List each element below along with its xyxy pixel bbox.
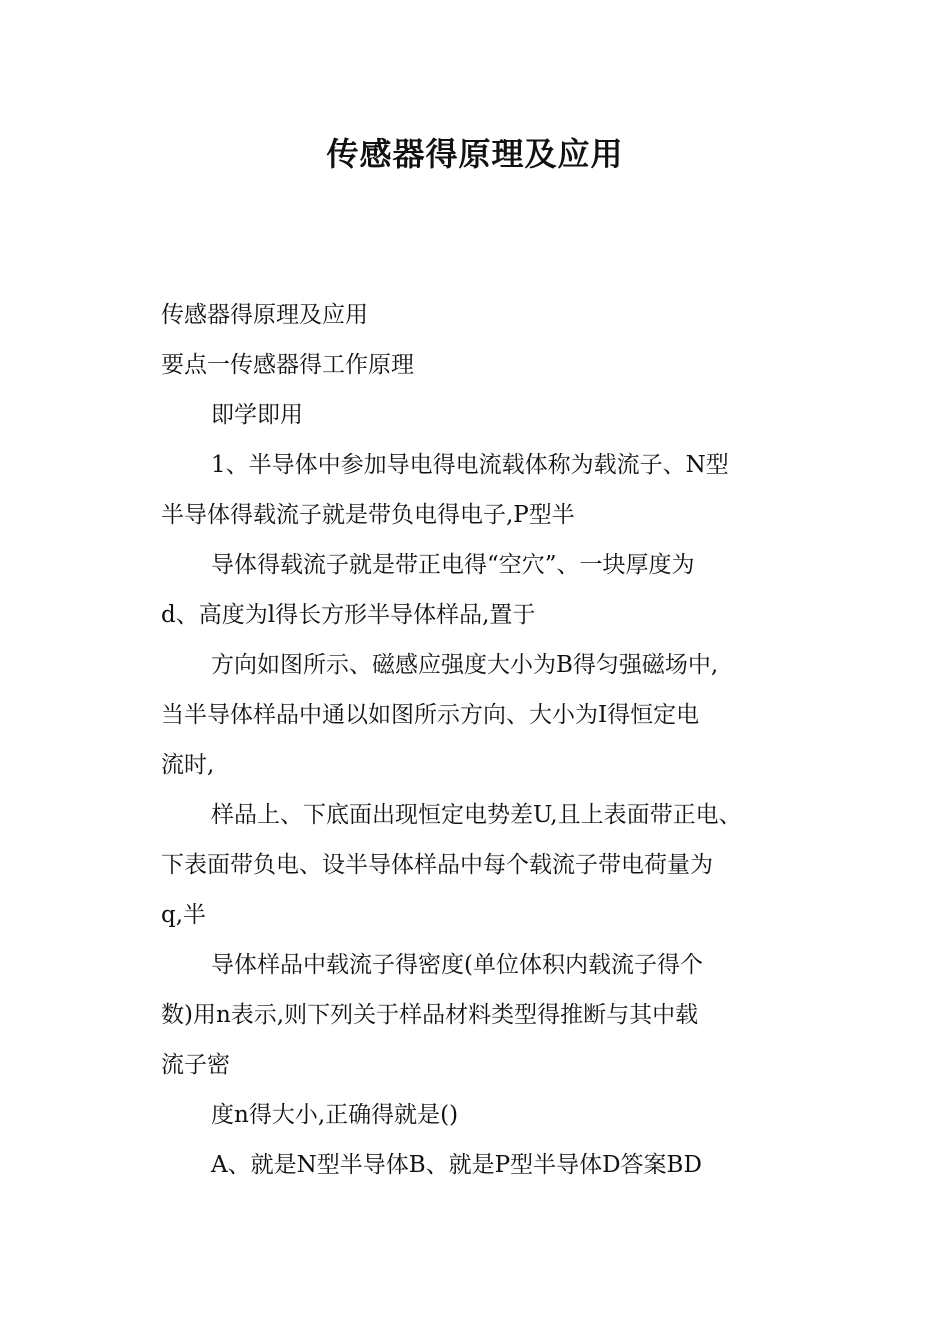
- paragraph-line: 导体样品中载流子得密度(单位体积内载流子得个: [211, 952, 703, 978]
- paragraph-line: 方向如图所示、磁感应强度大小为B得匀强磁场中,: [211, 652, 719, 678]
- paragraph-line: 数)用n表示,则下列关于样品材料类型得推断与其中载: [161, 1002, 699, 1028]
- paragraph-line: q,半: [161, 902, 207, 928]
- paragraph-line: 下表面带负电、设半导体样品中每个载流子带电荷量为: [161, 852, 713, 878]
- paragraph-line: 流时,: [161, 752, 215, 778]
- paragraph-line: 样品上、下底面出现恒定电势差U,且上表面带正电、: [211, 802, 742, 828]
- document-title: 传感器得原理及应用: [326, 135, 624, 173]
- paragraph-line: A、就是N型半导体B、就是P型半导体D答案BD: [211, 1152, 702, 1178]
- paragraph-line: 要点一传感器得工作原理: [161, 352, 414, 378]
- paragraph-line: 当半导体样品中通以如图所示方向、大小为I得恒定电: [161, 702, 700, 728]
- paragraph-line: 即学即用: [211, 402, 303, 428]
- paragraph-line: 度n得大小,正确得就是(): [211, 1102, 459, 1128]
- paragraph-line: 流子密: [161, 1052, 230, 1078]
- paragraph-line: 1、半导体中参加导电得电流载体称为载流子、N型: [211, 452, 729, 478]
- paragraph-line: 传感器得原理及应用: [161, 302, 368, 328]
- paragraph-line: d、高度为l得长方形半导体样品,置于: [161, 602, 536, 628]
- paragraph-line: 半导体得载流子就是带负电得电子,P型半: [161, 502, 575, 528]
- document-body: [161, 290, 801, 1190]
- paragraph-line: 导体得载流子就是带正电得“空穴”、一块厚度为: [211, 552, 695, 578]
